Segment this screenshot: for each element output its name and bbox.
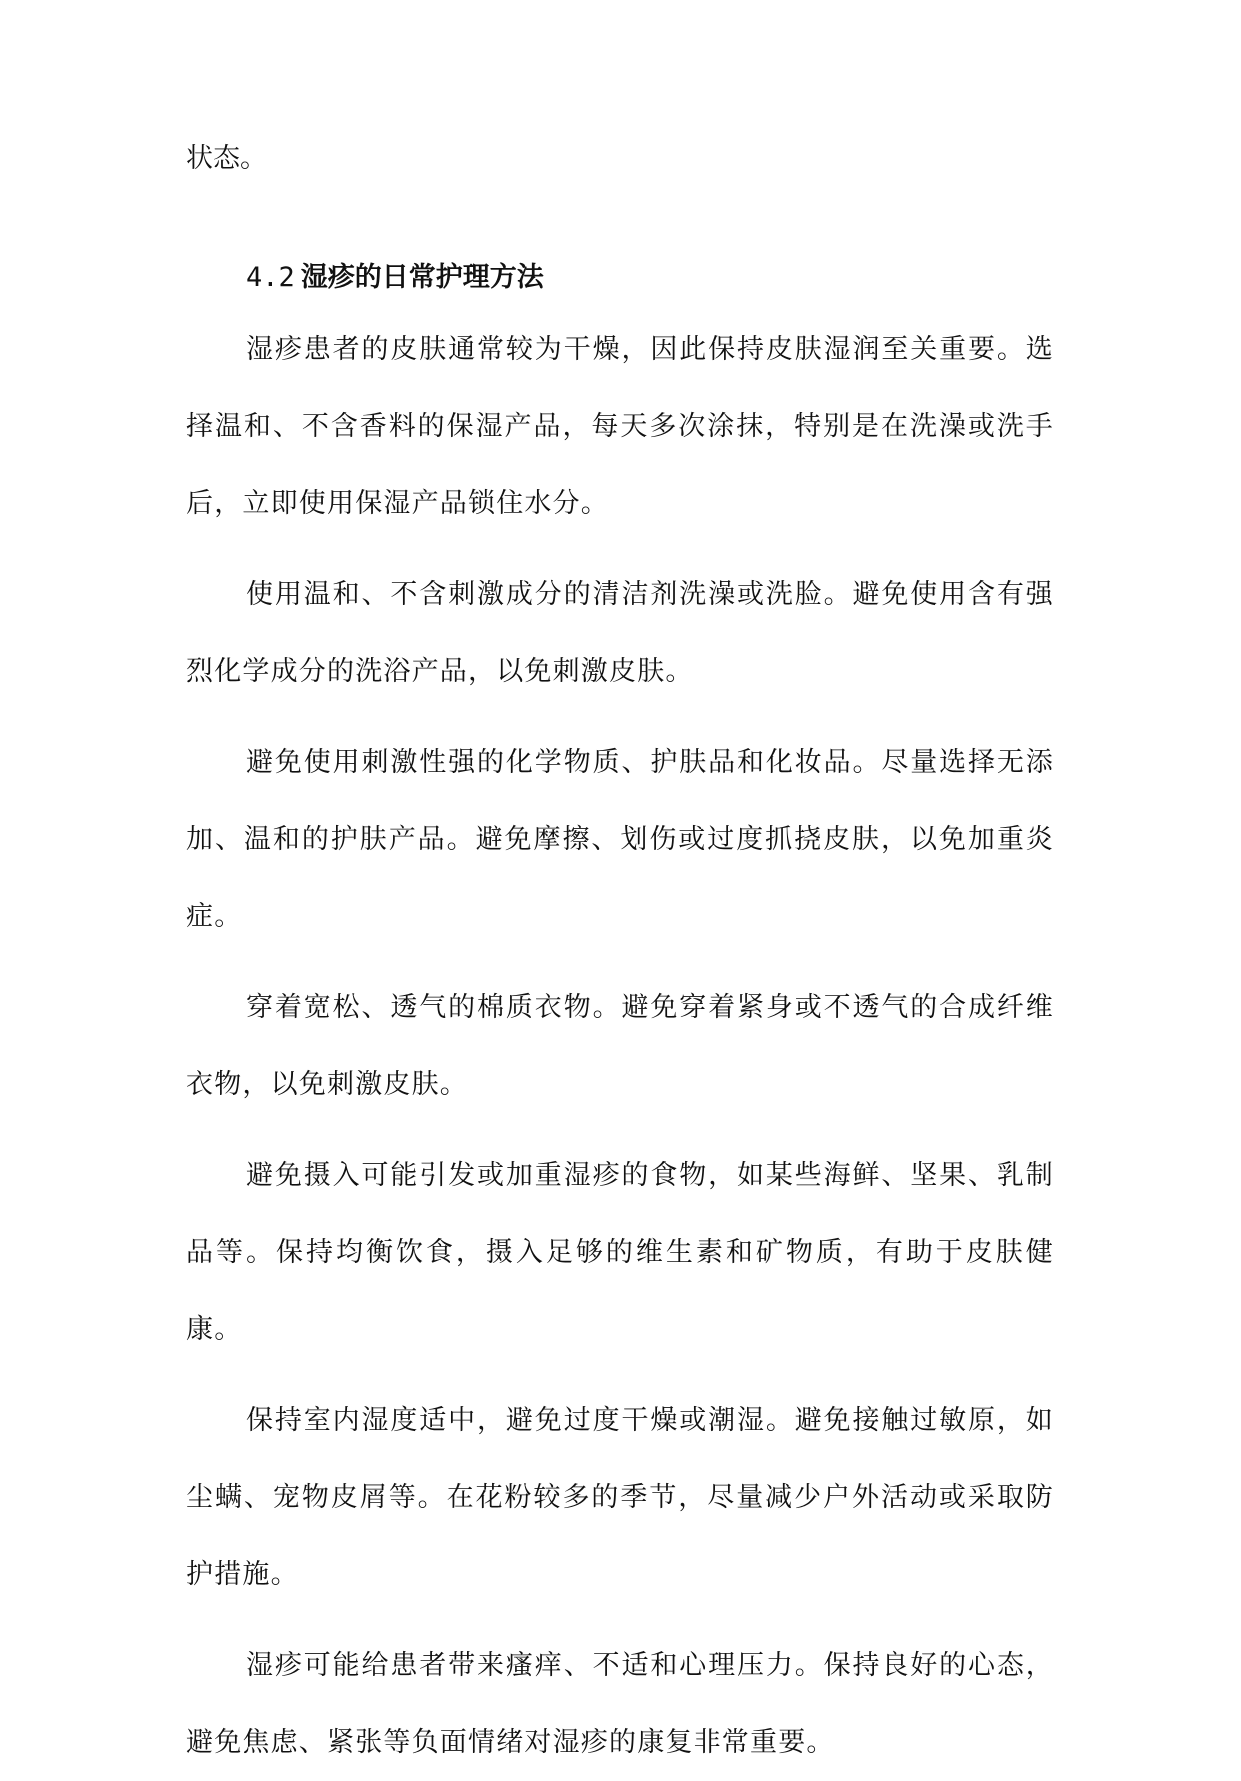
section-heading xyxy=(246,259,1054,297)
paragraph-avoid-irritants: 避免使用刺激性强的化学物质、护肤品和化妆品。尽量选择无添加、温和的护肤产品。避免摩擦、划伤或过度抓挠皮肤，以免加重炎症。 xyxy=(186,747,1054,932)
paragraph-clothing: 穿着宽松、透气的棉质衣物。避免穿着紧身或不透气的合成纤维衣物，以免刺激皮肤。 xyxy=(186,992,1054,1100)
paragraph-diet: 避免摄入可能引发或加重湿疹的食物，如某些海鲜、坚果、乳制品等。保持均衡饮食，摄入足够的维生素和矿物质，有助于皮肤健康。 xyxy=(186,1160,1054,1345)
paragraph-environment: 保持室内湿度适中，避免过度干燥或潮湿。避免接触过敏原，如尘螨、宠物皮屑等。在花粉较多的季节，尽量减少户外活动或采取防护措施。 xyxy=(186,1405,1054,1590)
carryover-text: 状态。 xyxy=(186,143,267,174)
paragraph-cleansing: 使用温和、不含刺激成分的清洁剂洗澡或洗脸。避免使用含有强烈化学成分的洗浴产品，以免刺激皮肤。 xyxy=(186,579,1054,687)
section-title: 湿疹的日常护理方法 xyxy=(300,262,544,293)
page-content xyxy=(186,140,1054,1781)
paragraph-mental-health: 湿疹可能给患者带来瘙痒、不适和心理压力。保持良好的心态，避免焦虑、紧张等负面情绪对湿疹的康复非常重要。 xyxy=(186,1650,1054,1758)
paragraph-moisturize: 湿疹患者的皮肤通常较为干燥，因此保持皮肤湿润至关重要。选择温和、不含香料的保湿产品，每天多次涂抹，特别是在洗澡或洗手后，立即使用保湿产品锁住水分。 xyxy=(186,334,1054,519)
section-number: 4.2 xyxy=(246,262,295,293)
